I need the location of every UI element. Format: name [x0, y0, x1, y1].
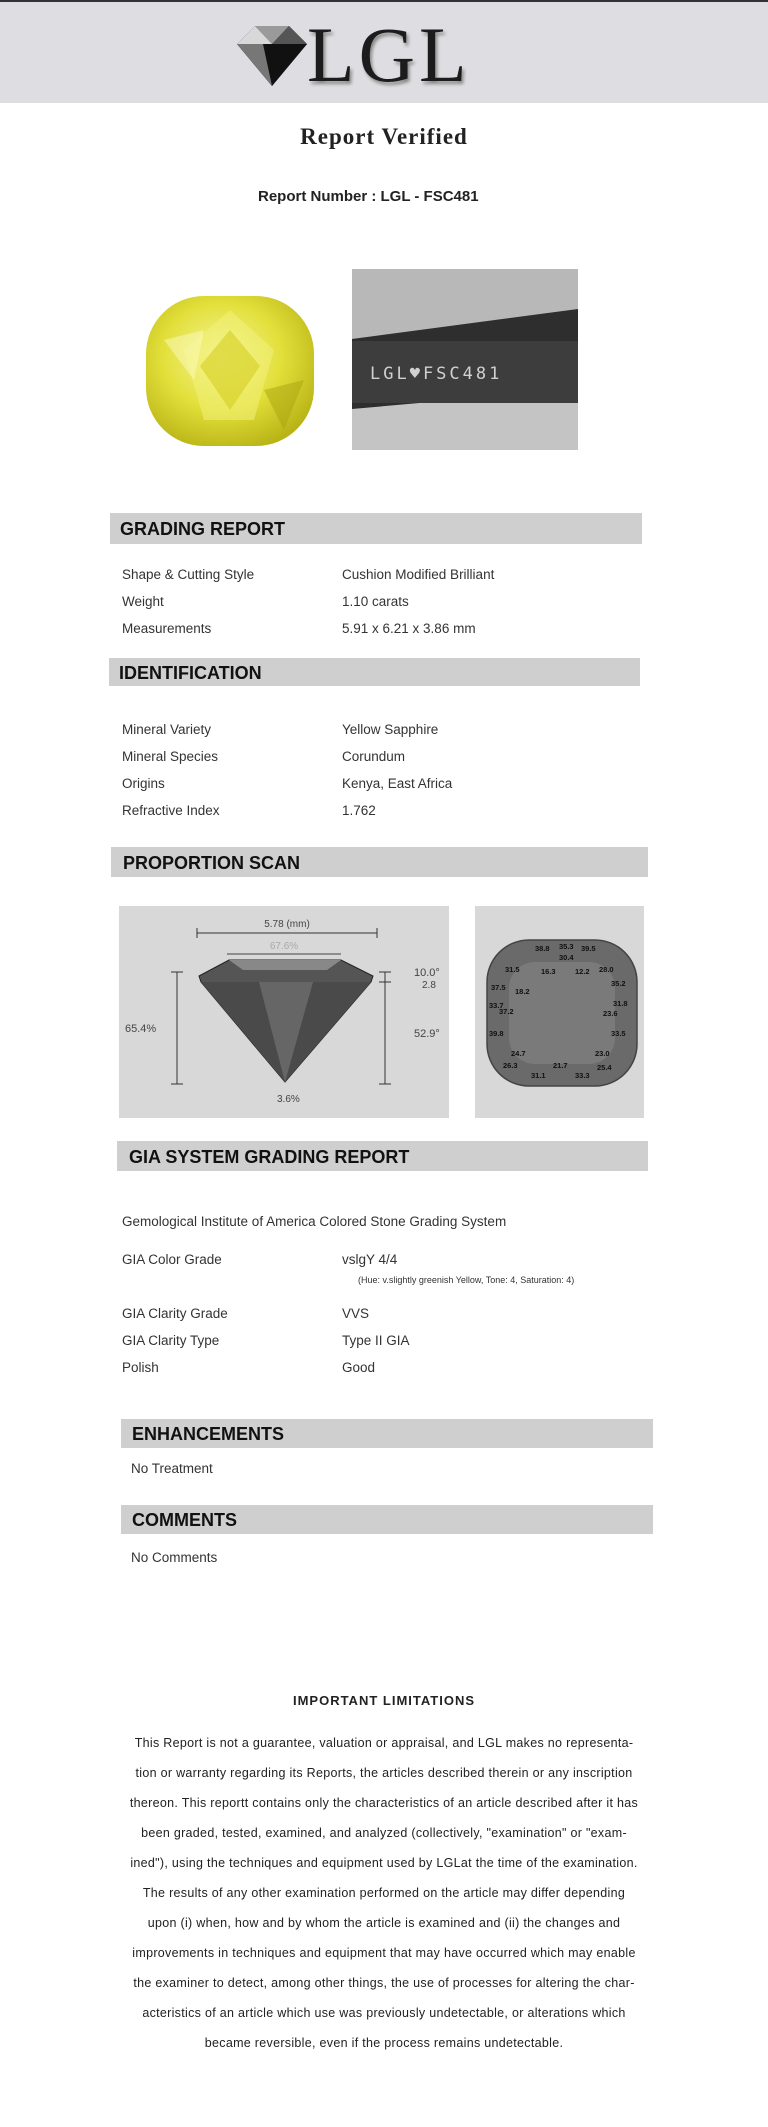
logo-text: LGL [307, 11, 471, 98]
weight-value: 1.10 carats [342, 594, 409, 609]
top-view-measurement: 31.5 [505, 965, 520, 974]
polish-label: Polish [122, 1360, 159, 1375]
top-view-measurement: 39.5 [581, 944, 596, 953]
top-view-measurement: 30.4 [559, 953, 574, 962]
enhancements-text: No Treatment [131, 1461, 213, 1476]
top-view-measurement: 28.0 [599, 965, 614, 974]
top-view-measurement: 31.8 [613, 999, 628, 1008]
diamond-icon [233, 22, 311, 92]
refractive-index-label: Refractive Index [122, 803, 220, 818]
crown-angle-label: 10.0° [414, 967, 440, 979]
weight-label: Weight [122, 594, 164, 609]
measurements-label: Measurements [122, 621, 212, 636]
top-view-measurement: 33.7 [489, 1001, 504, 1010]
shape-label: Shape & Cutting Style [122, 567, 255, 582]
top-view-measurement: 23.0 [595, 1049, 610, 1058]
refractive-index-value: 1.762 [342, 803, 376, 818]
report-number: Report Number : LGL - FSC481 [258, 188, 479, 205]
top-view-measurement: 18.2 [515, 987, 530, 996]
lgl-logo [233, 11, 485, 98]
gia-clarity-type-label: GIA Clarity Type [122, 1333, 220, 1348]
side-profile-diagram [119, 906, 449, 1118]
comments-heading: COMMENTS [121, 1505, 653, 1534]
origins-label: Origins [122, 776, 165, 791]
table-percent-label: 67.6% [269, 941, 299, 952]
top-view-measurement: 37.5 [491, 983, 506, 992]
measurements-value: 5.91 x 6.21 x 3.86 mm [342, 621, 476, 636]
polish-value: Good [342, 1360, 376, 1375]
limitations-heading: IMPORTANT LIMITATIONS [292, 1693, 476, 1708]
grading-report-heading: GRADING REPORT [110, 513, 642, 544]
gia-color-label: GIA Color Grade [122, 1252, 222, 1267]
top-view-measurement: 23.6 [603, 1009, 618, 1018]
gia-color-value: vslgY 4/4 [342, 1252, 398, 1267]
gia-system-heading: GIA SYSTEM GRADING REPORT [117, 1141, 648, 1171]
limitations-line: ined"), using the techniques and equipment used by LGLat the time of the examination. [130, 1856, 638, 1870]
inscription-text: LGL♥FSC481 [370, 364, 503, 384]
top-view-measurement: 31.1 [531, 1071, 546, 1080]
limitations-line: the examiner to detect, among other things, the use of processes for altering the char- [133, 1976, 635, 1990]
top-view-measurement: 39.8 [489, 1029, 504, 1038]
inscription-photo [352, 269, 578, 450]
table-width-label: 5.78 (mm) [264, 919, 310, 930]
mineral-species-label: Mineral Species [122, 749, 219, 764]
gia-clarity-grade-value: VVS [342, 1306, 370, 1321]
limitations-line: became reversible, even if the process remains undetectable. [204, 2036, 564, 2050]
top-view-measurement: 24.7 [511, 1049, 526, 1058]
gemstone-photo [134, 270, 326, 460]
limitations-line: improvements in techniques and equipment that may have occurred which may enable [132, 1946, 636, 1960]
top-view-measurement: 33.5 [611, 1029, 626, 1038]
proportion-scan-heading: PROPORTION SCAN [111, 847, 648, 877]
top-view-measurement: 26.3 [503, 1061, 518, 1070]
top-view-measurement: 33.3 [575, 1071, 590, 1080]
enhancements-heading: ENHANCEMENTS [121, 1419, 653, 1448]
mineral-variety-value: Yellow Sapphire [342, 722, 439, 737]
girdle-label: 2.8 [422, 980, 436, 991]
top-view-diagram [475, 906, 644, 1118]
mineral-species-value: Corundum [342, 749, 406, 764]
top-view-measurement: 37.2 [499, 1007, 514, 1016]
top-view-measurement: 38.8 [535, 944, 550, 953]
pavilion-angle-label: 52.9° [414, 1028, 440, 1040]
shape-value: Cushion Modified Brilliant [342, 567, 495, 582]
limitations-line: The results of any other examination performed on the article may differ depending [142, 1886, 626, 1900]
top-view-measurement: 35.2 [611, 979, 626, 988]
header-banner [0, 2, 768, 103]
top-view-measurement: 35.3 [559, 942, 574, 951]
top-view-measurement: 16.3 [541, 967, 556, 976]
limitations-line: acteristics of an article which use was previously undetectable, or alterations which [142, 2006, 626, 2020]
limitations-line: tion or warranty regarding its Reports, the articles described therein or any inscription [135, 1766, 633, 1780]
limitations-line: thereon. This reportt contains only the characteristics of an article described after it has [129, 1796, 639, 1810]
origins-value: Kenya, East Africa [342, 776, 453, 791]
limitations-line: This Report is not a guarantee, valuation or appraisal, and LGL makes no representa- [134, 1736, 634, 1750]
mineral-variety-label: Mineral Variety [122, 722, 212, 737]
top-view-measurement: 25.4 [597, 1063, 612, 1072]
limitations-line: been graded, tested, examined, and analyzed (collectively, "examination" or "exam- [141, 1826, 627, 1840]
gia-color-note: (Hue: v.slightly greenish Yellow, Tone: 4, Saturation: 4) [358, 1275, 575, 1285]
identification-heading: IDENTIFICATION [109, 658, 640, 686]
top-view-measurement: 12.2 [575, 967, 590, 976]
page-title: Report Verified [300, 124, 468, 149]
comments-text: No Comments [131, 1550, 218, 1565]
culet-label: 3.6% [277, 1094, 300, 1105]
depth-percent-label: 65.4% [125, 1023, 157, 1035]
gia-clarity-grade-label: GIA Clarity Grade [122, 1306, 228, 1321]
gia-clarity-type-value: Type II GIA [342, 1333, 410, 1348]
top-view-measurement: 21.7 [553, 1061, 568, 1070]
limitations-line: upon (i) when, how and by whom the article is examined and (ii) the changes and [147, 1916, 621, 1930]
gia-intro-text: Gemological Institute of America Colored Stone Grading System [122, 1214, 507, 1229]
